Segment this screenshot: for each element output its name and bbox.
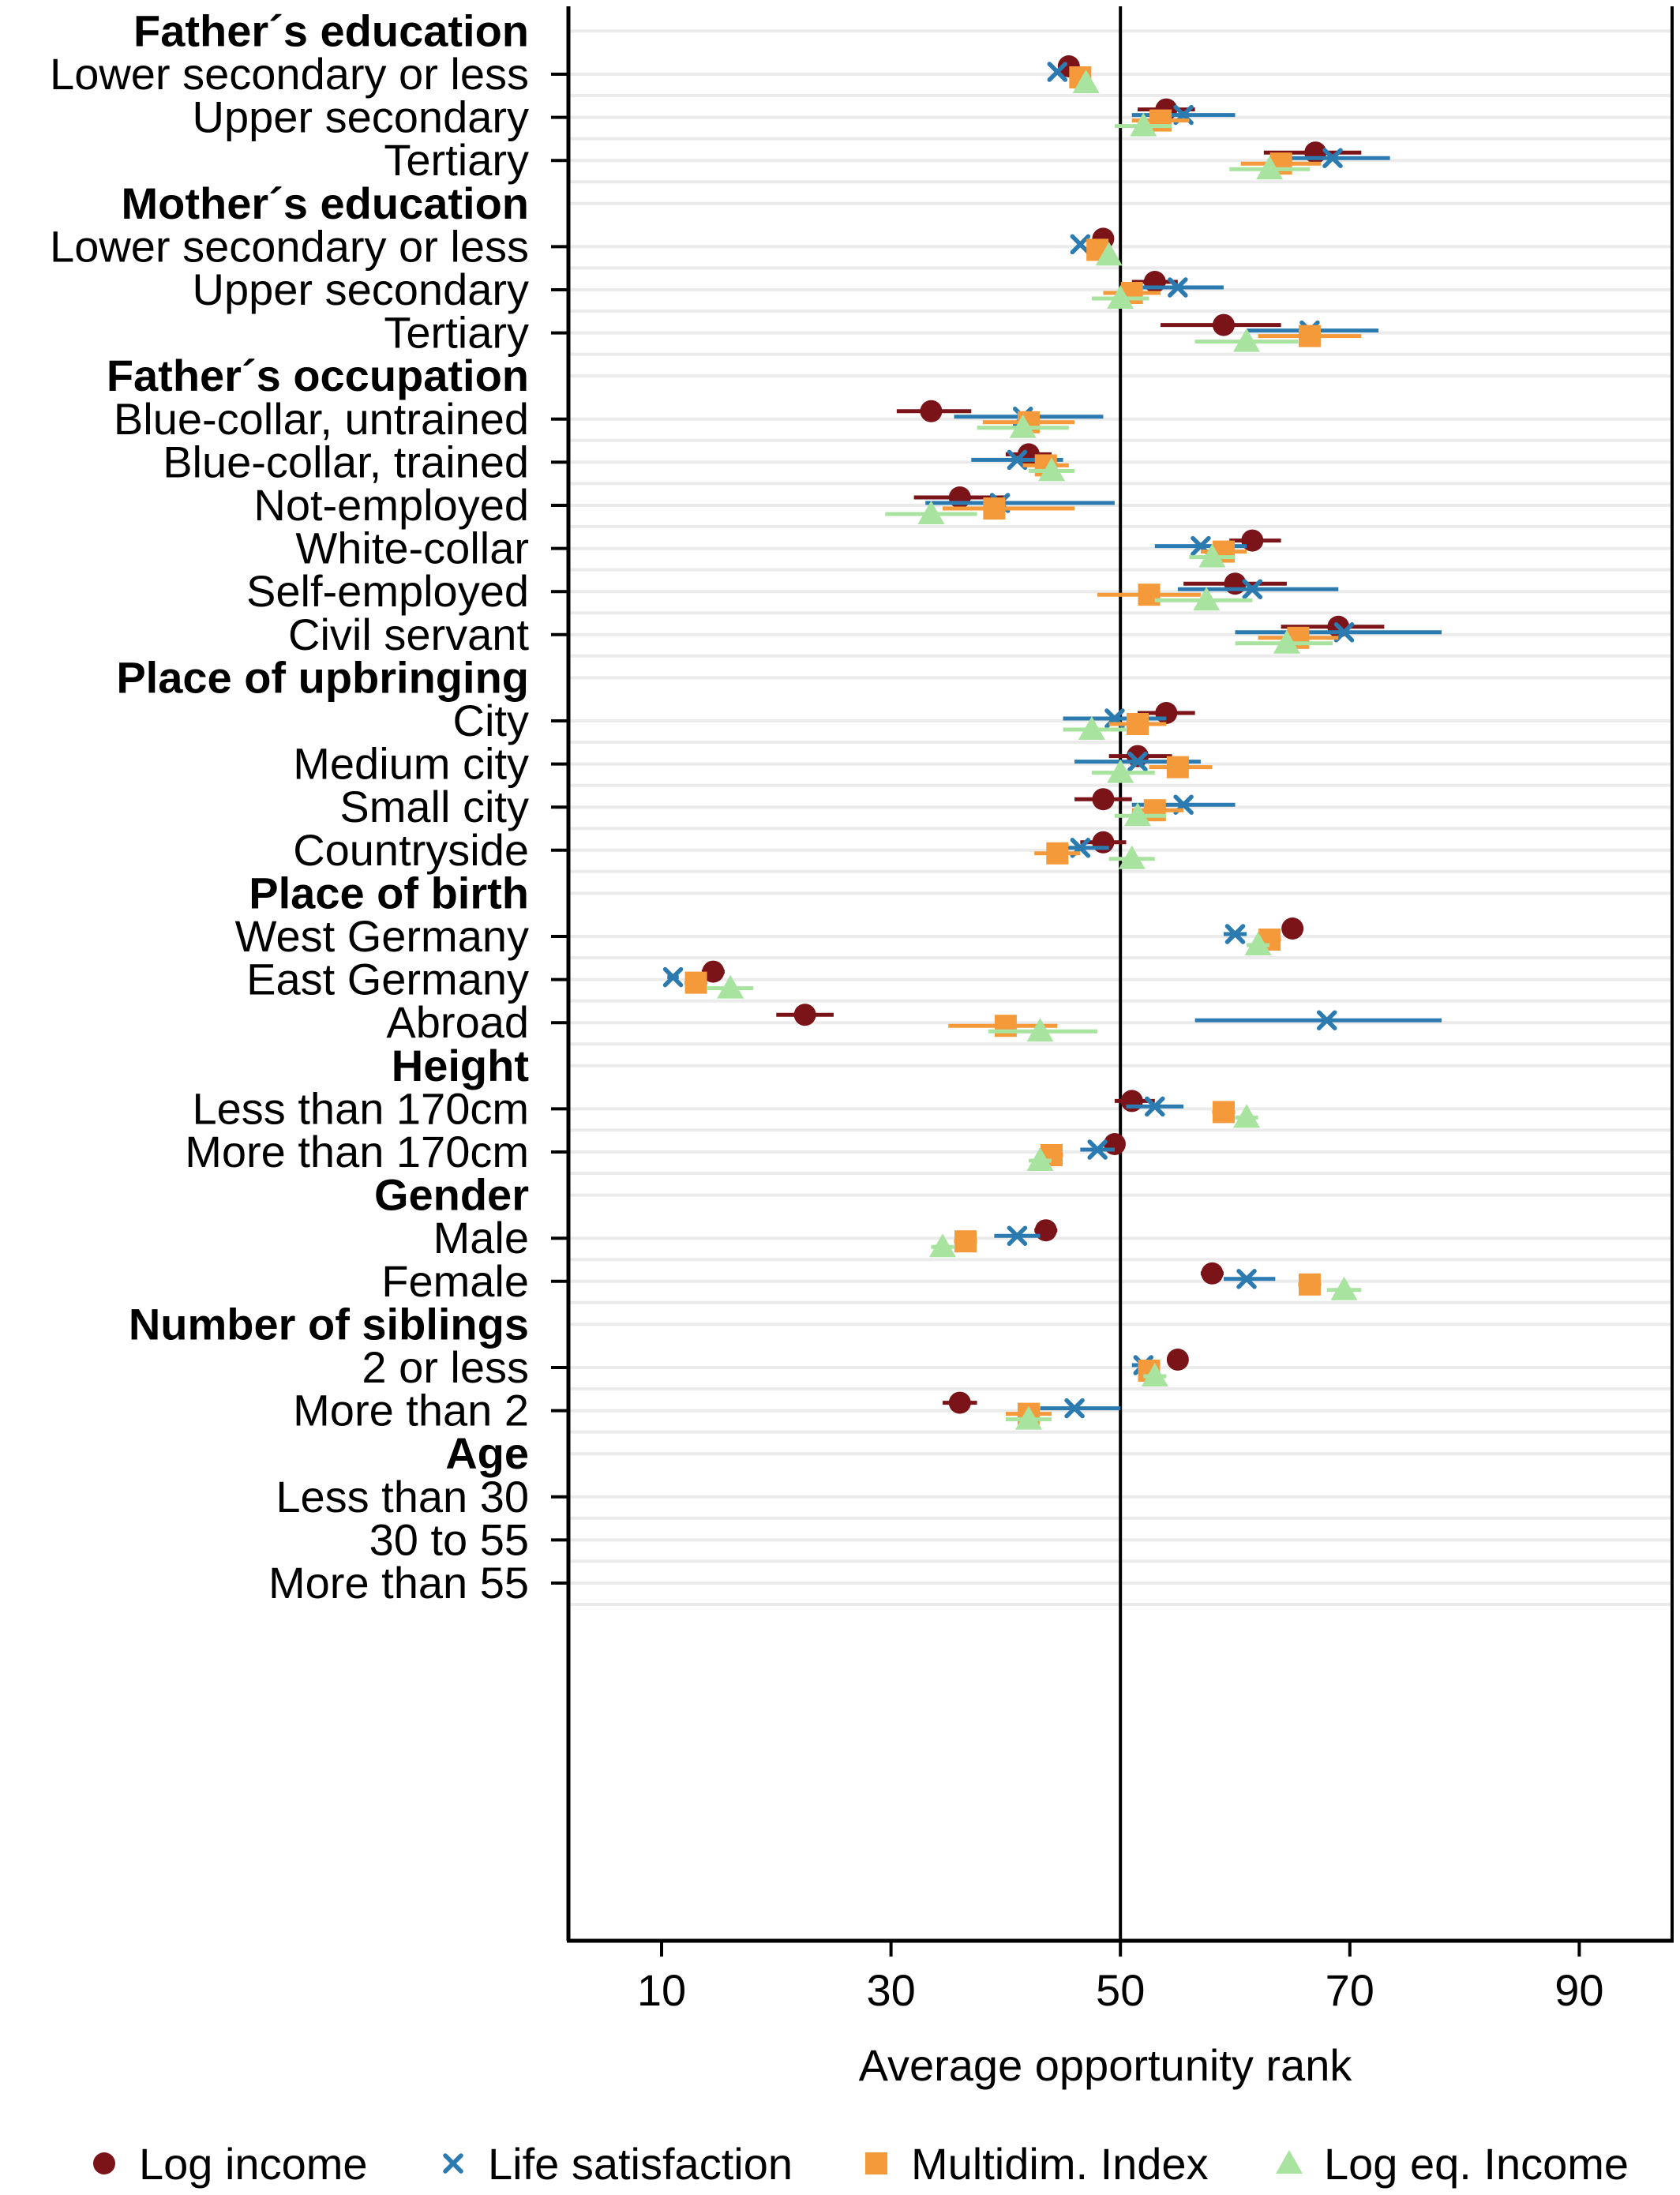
point-log-income [949,1392,971,1414]
group-header: Father´s education [133,6,529,56]
point-log-income [1155,702,1177,724]
y-axis-labels [50,6,529,1608]
legend-item-log-eq-income [1276,2139,1629,2189]
row-label: Female [381,1255,529,1306]
legend-item-life-satisfaction [445,2139,793,2189]
row-label: More than 55 [268,1558,529,1608]
row-label: Upper secondary [192,265,529,314]
point-multidim-index [954,1230,977,1252]
point-log-income [1092,831,1114,854]
row-label: Male [433,1213,529,1263]
legend-label: Log income [139,2139,368,2189]
legend-marker-multidim-index [865,2152,887,2174]
point-multidim-index [1213,1101,1235,1123]
point-log-income [1201,1263,1223,1285]
point-log-income [949,486,971,508]
point-multidim-index [1299,325,1321,347]
point-log-income [1213,314,1235,336]
point-multidim-index [685,972,707,994]
group-header: Number of siblings [128,1299,529,1349]
point-log-income [1167,1349,1189,1371]
point-multidim-index [1149,110,1172,132]
group-header: Height [391,1040,529,1090]
row-label: Less than 170cm [192,1083,529,1134]
legend [93,2139,1629,2189]
point-log-income [1224,572,1247,595]
row-label: Blue-collar, untrained [113,393,529,444]
point-log-income [920,400,942,422]
point-multidim-index [995,1015,1017,1037]
legend-marker-log-income [93,2152,115,2174]
point-multidim-index [1299,1274,1321,1296]
row-label: Less than 30 [276,1471,529,1521]
row-label: Countryside [293,824,529,875]
point-log-income [1035,1219,1057,1241]
row-label: Self-employed [246,566,529,617]
row-label: More than 170cm [185,1127,529,1176]
x-tick-label: 10 [636,1965,687,2015]
group-header: Mother´s education [121,178,529,228]
row-label: Tertiary [384,307,529,358]
x-tick-label: 90 [1554,1965,1604,2015]
legend-label: Log eq. Income [1324,2139,1629,2189]
row-label: Lower secondary or less [50,221,529,272]
x-axis-title: Average opportunity rank [858,2040,1352,2090]
group-header: Place of upbringing [116,652,529,703]
legend-item-multidim-index [865,2139,1209,2189]
row-label: Small city [339,782,529,832]
row-label: Blue-collar, trained [163,437,529,487]
point-life-satisfaction [1072,236,1088,252]
group-header: Gender [373,1169,529,1220]
row-label: Tertiary [384,135,529,186]
point-multidim-index [1138,583,1161,606]
point-log-income [1241,530,1263,552]
row-label: Abroad [386,997,529,1048]
x-tick-label: 50 [1096,1965,1146,2015]
point-log-income [1144,271,1166,293]
point-log-income [1104,1133,1126,1155]
point-multidim-index [983,497,1005,520]
legend-marker-log-eq-income [1276,2150,1303,2174]
legend-label: Multidim. Index [911,2139,1209,2189]
row-label: Lower secondary or less [50,49,529,99]
row-label: East Germany [246,954,529,1004]
row-label: 2 or less [362,1342,529,1392]
point-log-income [1281,917,1303,940]
legend-marker-life-satisfaction [445,2156,461,2171]
point-log-income [1092,788,1114,810]
row-label: West Germany [234,911,529,961]
row-label: Not-employed [253,480,529,530]
point-multidim-index [1127,713,1149,735]
point-multidim-index [1167,756,1189,779]
legend-label: Life satisfaction [488,2139,793,2189]
row-label: City [452,696,529,745]
row-label: White-collar [295,523,529,573]
row-label: Medium city [293,738,529,789]
row-label: More than 2 [293,1385,529,1435]
group-header: Place of birth [249,868,529,918]
row-label: Civil servant [288,609,529,659]
point-log-income [1304,141,1326,163]
x-tick-label: 30 [866,1965,916,2015]
group-header: Age [445,1428,529,1479]
point-log-income [794,1004,816,1026]
row-label: Upper secondary [192,92,529,142]
point-log-income [1121,1090,1143,1112]
group-header: Father´s occupation [106,351,529,401]
point-multidim-index [1046,842,1068,865]
x-tick-label: 70 [1325,1965,1374,2015]
legend-item-log-income [93,2139,368,2189]
row-label: 30 to 55 [369,1514,529,1565]
point-multidim-index [1144,799,1166,821]
